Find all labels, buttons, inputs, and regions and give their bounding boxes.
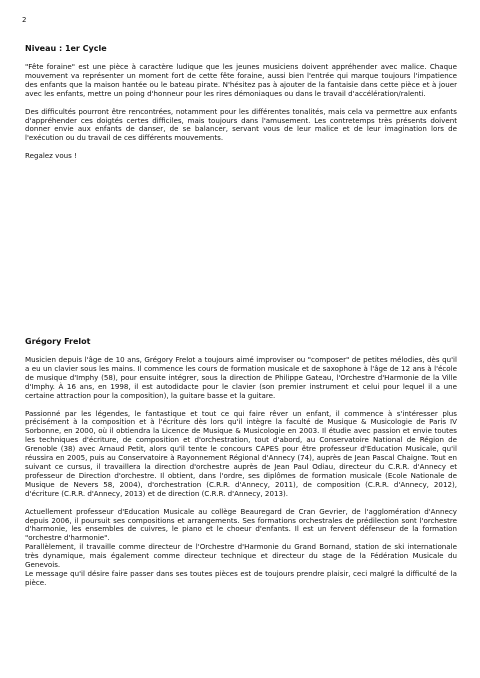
paragraph: Musicien depuis l'âge de 10 ans, Grégory Frelot a toujours aimé improviser ou "composer" de petites mélodies, dès qu'il a eu un clavier sous les mains. Il commence les cours de formation musicale et de saxophone à l'âge de 12 ans à l'école de musique d'Imphy (58), pour ensuite intégrer, sous la direction de Philippe Gateau, l'Orchestre d'Harmonie de la Ville d'Imphy. À 16 ans, en 1998, il est autodidacte pour le clavier (son premier instrument et celui pour lequel il a une certaine attraction pour la composition), la guitare basse et la guitare. bbox=[25, 355, 457, 400]
paragraph: "Fête foraine" est une pièce à caractère ludique que les jeunes musiciens doivent appréhender avec malice. Chaque mouvement va représenter un moment fort de cette fête foraine, aussi bien l'entrée qui marque toujours l'impatience des enfants que la maison hantée ou le bateau pirate. N'hésitez pas à ajouter de la fantaisie dans cette pièce et à jouer avec les enfants, mettre un poing d'honneur pour les rires démoniaques ou dans le travail d'accélération/ralenti. bbox=[25, 62, 457, 98]
paragraph: Regalez vous ! bbox=[25, 151, 77, 161]
section-heading: Grégory Frelot bbox=[25, 337, 91, 346]
section-heading: Niveau : 1er Cycle bbox=[25, 44, 107, 53]
paragraph: Parallèlement, il travaille comme directeur de l'Orchestre d'Harmonie du Grand Bornand, station de ski internationale très dynamique, mais également comme directeur technique et directeur du stage de la Fédération Musicale du Genevois. bbox=[25, 542, 457, 570]
paragraph: Actuellement professeur d'Education Musicale au collège Beauregard de Cran Gevrier, de l'agglomération d'Annecy depuis 2006, il poursuit ses compositions et arrangements. Ses formations orchestrales de prédilection sont l'orchestre d'harmonie, les ensembles de cuivres, le piano et le choeur d'enfants. Il est un fervent défenseur de la formation "orchestre d'harmonie". bbox=[25, 506, 457, 543]
paragraph: Passionné par les légendes, le fantastique et tout ce qui faire rêver un enfant, il commence à s'intéresser plus précisément à la composition et à l'écriture dès lors qu'il intègre la faculté de Musique & Musicologie de Paris IV Sorbonne, en 2000, où il obtiendra la Licence de Musique & Musicologie en 2003. Il étudie avec passion et envie toutes les techniques d'écriture, de composition et d'orchestration, tout d'abord, au Conservatoire National de Région de Grenoble (38) avec Arnaud Petit, alors qu'il tente le concours CAPES pour être professeur d'Education Musicale, qu'il réussira en 2005, puis au Conservatoire à Rayonnement Régional d'Annecy (74), auprès de Jean Pascal Chaigne. Tout en suivant ce cursus, il travaillera la direction d'orchestre auprès de Jean Paul Odiau, directeur du C.R.R. d'Annecy et professeur de Direction d'orchestre. Il obtient, dans l'ordre, ses diplômes de formation musicale (Ecole Nationale de Musique de Nevers 58, 2004), d'orchestration (C.R.R. d'Annecy, 2011), de composition (C.R.R. d'Annecy, 2012), d'écriture (C.R.R. d'Annecy, 2013) et de direction (C.R.R. d'Annecy, 2013). bbox=[25, 408, 457, 498]
page-number: 2 bbox=[22, 16, 27, 24]
paragraph: Des difficultés pourront être rencontrées, notamment pour les différentes tonalités, mais cela va permettre aux enfants d'appréhender ces doigtés certes difficiles, mais toujours dans l'amusement. Les contretemps très présents doivent donner envie aux enfants de danser, de se balancer, servant vous de leur malice et de leur imagination lors de l'exécution ou du travail de ces différents mouvements. bbox=[25, 106, 457, 143]
section-biography bbox=[25, 337, 457, 588]
section-level bbox=[25, 44, 457, 161]
paragraph: Le message qu'il désire faire passer dans ses toutes pièces est de toujours prendre plaisir, ceci malgré la difficulté de la pièce. bbox=[25, 568, 457, 587]
